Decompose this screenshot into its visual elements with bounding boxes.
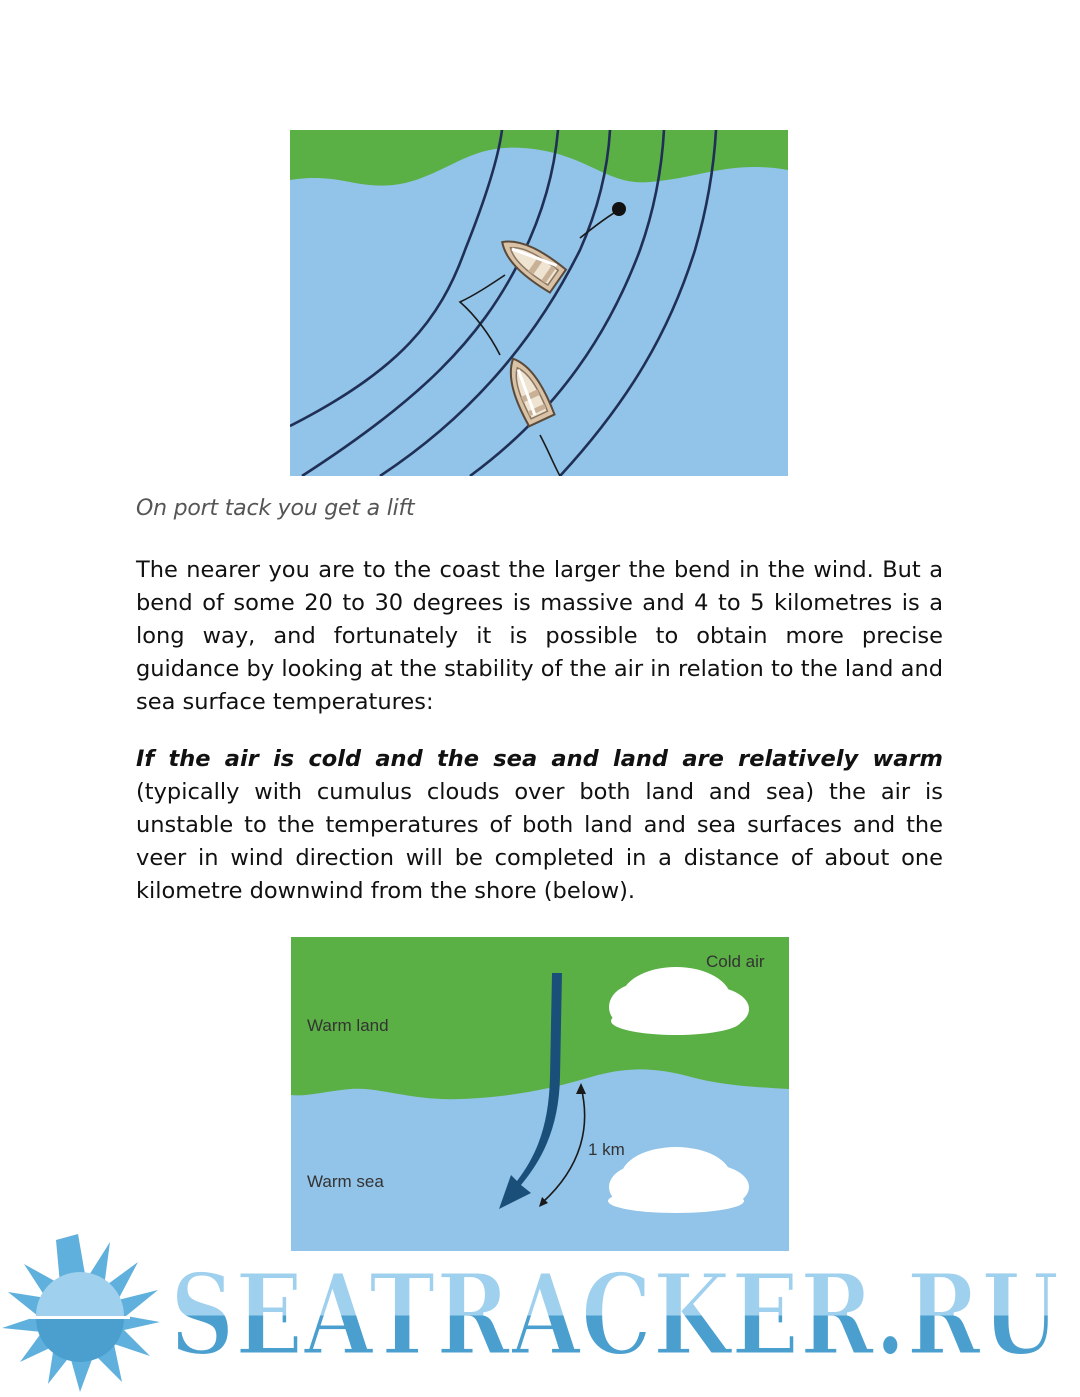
mark-buoy-icon — [612, 202, 626, 216]
body-paragraph-2 — [136, 743, 943, 908]
paragraph-emphasis: If the air is cold and the sea and land are relatively warm — [136, 746, 943, 772]
body-paragraph-1: The nearer you are to the coast the larger the bend in the wind. But a bend of some 20 to 30 degrees is massive and 4 to 5 kilometres is a long way, and fortunately it is possible to obtain more precise guidance by looking at the stability of the air in relation to the land and sea surface temperatures: — [136, 557, 943, 715]
seatracker-watermark — [0, 1232, 1080, 1397]
watermark-text: SEATRACKER.RU — [170, 1250, 1060, 1381]
sun-logo-icon — [2, 1234, 160, 1392]
warm-sea-label: Warm sea — [307, 1172, 384, 1191]
warm-land-label: Warm land — [307, 1016, 389, 1035]
cold-air-label: Cold air — [706, 952, 765, 971]
wind-bend-diagram — [290, 130, 788, 476]
cold-air-diagram — [291, 937, 789, 1251]
distance-label: 1 km — [588, 1140, 625, 1159]
paragraph-text: (typically with cumulus clouds over both land and sea) the air is unstable to the temperatures of both land and sea surfaces and the veer in wind direction will be completed in a distance of about one kilometre downwind from the shore (below). — [136, 779, 943, 904]
figure-caption: On port tack you get a lift — [136, 496, 415, 521]
